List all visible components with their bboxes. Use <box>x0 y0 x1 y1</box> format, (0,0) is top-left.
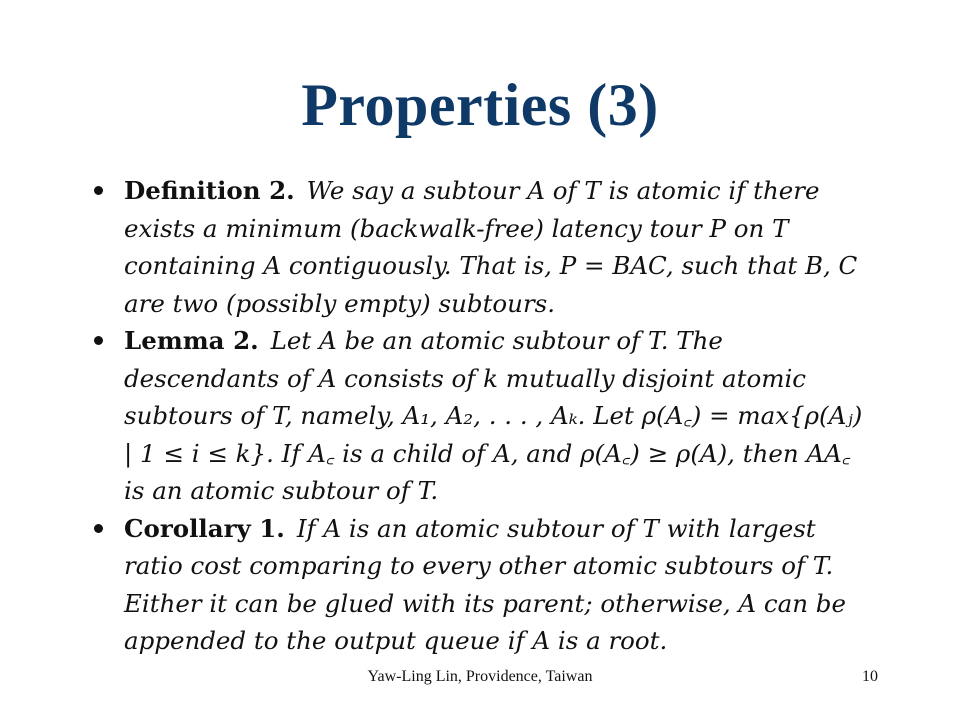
bullet-body: If A is an atomic subtour of T with largest ratio cost comparing to every other atomic subtours of T. Either it can be glued with its parent; otherwise, A can be appended to the output queue if A is a root. <box>124 513 846 655</box>
bullet-lemma <box>94 322 874 510</box>
bullet-dot-icon <box>94 186 103 195</box>
bullet-body: We say a subtour A of T is atomic if there exists a minimum (backwalk-free) latency tour P on T containing A contiguously. That is, P = BAC, such that B, C are two (possibly empty) subtours. <box>124 176 858 318</box>
bullet-dot-icon <box>94 524 103 533</box>
bullet-heading: Definition 2. <box>124 176 295 205</box>
bullet-heading: Lemma 2. <box>124 326 259 355</box>
slide-title: Properties (3) <box>301 72 659 138</box>
bullet-list <box>94 172 874 660</box>
bullet-definition <box>94 172 874 322</box>
bullet-heading: Corollary 1. <box>124 513 285 543</box>
bullet-corollary <box>94 510 874 660</box>
bullet-dot-icon <box>94 336 103 345</box>
bullet-body: Let A be an atomic subtour of T. The descendants of A consists of k mutually disjoint atomic subtours of T, namely, A₁, A₂, . . . , Aₖ. Let ρ(A꜀) = max{ρ(Aⱼ) | 1 ≤ i ≤ k}. If A꜀ is a child of A, and ρ(A꜀) ≥ ρ(A), then AA꜀ is an atomic subtour of T. <box>124 326 863 505</box>
slide-footer: Yaw-Ling Lin, Providence, Taiwan <box>367 668 593 685</box>
page-number: 10 <box>862 668 878 685</box>
